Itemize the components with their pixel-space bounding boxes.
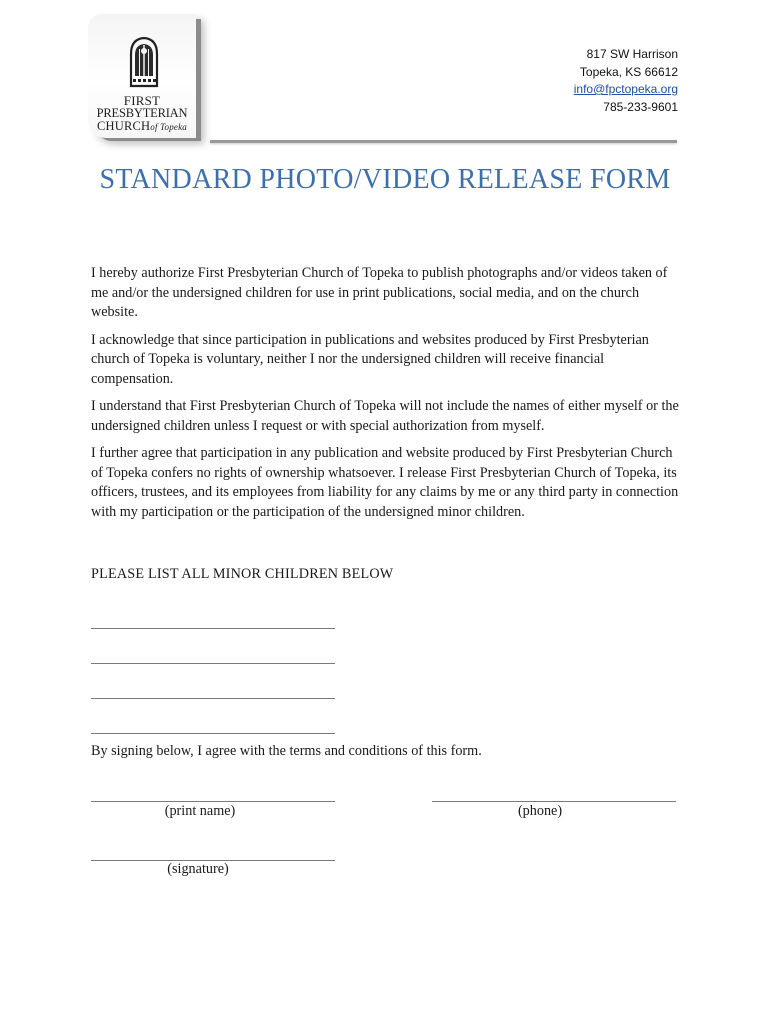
phone-label: (phone) <box>517 803 563 819</box>
paragraph-names: I understand that First Presbyterian Church of Topeka will not include the names of either myself or the undersigned children unless I request or with special authorization from myself. <box>91 398 679 434</box>
logo-line-3-main: CHURCH <box>96 119 151 133</box>
child-name-line[interactable] <box>91 663 335 664</box>
address-city: Topeka, KS 66612 <box>579 64 678 79</box>
print-name-label: (print name) <box>164 803 236 819</box>
phone-line[interactable] <box>432 801 676 802</box>
contact-address <box>574 46 678 116</box>
child-name-line[interactable] <box>91 733 335 734</box>
child-name-line[interactable] <box>91 698 335 699</box>
logo-line-2: PRESBYTERIAN <box>96 106 188 120</box>
paragraph-compensation: I acknowledge that since participation in publications and websites produced by First Presbyterian church of Topeka is voluntary, neither I nor the undersigned children will receive financial compensation. <box>91 331 649 387</box>
stained-glass-window-icon <box>128 36 160 88</box>
release-terms <box>91 264 683 530</box>
address-phone: 785-233-9601 <box>603 99 678 114</box>
logo-line-3 <box>90 120 194 134</box>
agreement-statement: By signing below, I agree with the terms and conditions of this form. <box>91 743 482 759</box>
header-divider <box>210 140 677 143</box>
email-link[interactable]: info@fpctopeka.org <box>573 82 678 96</box>
church-logo <box>88 14 206 142</box>
page-title: STANDARD PHOTO/VIDEO RELEASE FORM <box>99 164 671 195</box>
logo-line-3-small: of Topeka <box>150 122 188 132</box>
paragraph-liability: I further agree that participation in any publication and website produced by First Presbyterian Church of Topeka confers no rights of ownership whatsoever. I release First Presbyterian Church of Topeka, its officers, trustees, and its employees from liability for any claims by me or any third party in connection with my participation or the participation of the undersigned minor children. <box>91 445 679 520</box>
address-street: 817 SW Harrison <box>586 47 678 61</box>
logo-wordmark <box>90 94 194 134</box>
child-name-line[interactable] <box>91 628 335 629</box>
print-name-line[interactable] <box>91 801 335 802</box>
paragraph-authorization: I hereby authorize First Presbyterian Church of Topeka to publish photographs and/or videos taken of me and/or the undersigned children for use in print publications, social media, and on the church website. <box>91 265 668 320</box>
logo-line-1: FIRST <box>123 93 161 108</box>
children-heading: PLEASE LIST ALL MINOR CHILDREN BELOW <box>91 566 394 582</box>
signature-label: (signature) <box>167 861 229 877</box>
